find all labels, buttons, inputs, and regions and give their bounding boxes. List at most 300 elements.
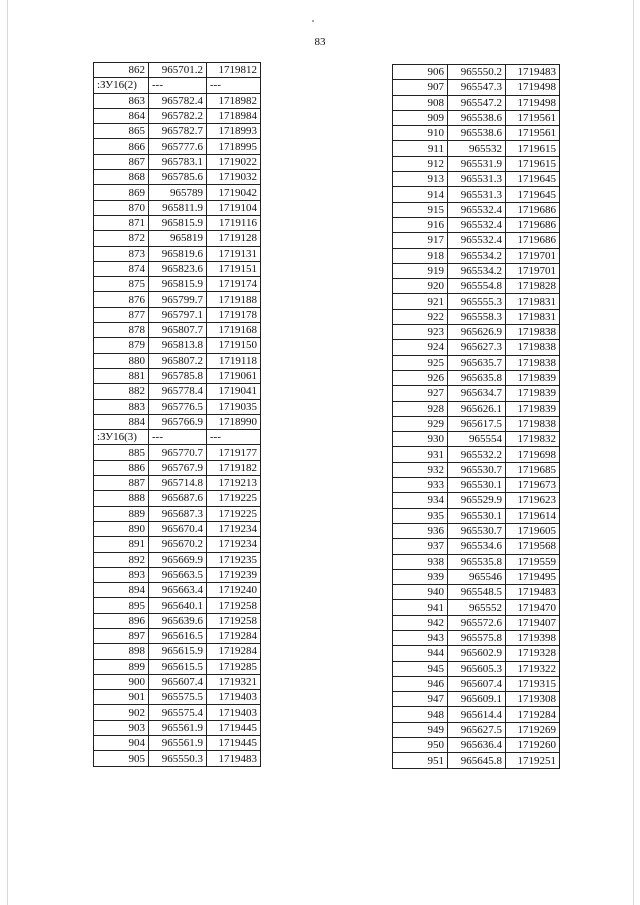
table-row	[94, 261, 261, 276]
y-coordinate-cell: 1719022	[207, 154, 261, 169]
point-number-cell: 943	[393, 630, 448, 645]
table-row	[94, 430, 261, 445]
y-coordinate-cell: 1718984	[207, 108, 261, 123]
point-number-cell: 867	[94, 154, 149, 169]
point-number-cell: 880	[94, 353, 149, 368]
x-coordinate-cell: 965602.9	[448, 646, 506, 661]
x-coordinate-cell: 965531.9	[448, 156, 506, 171]
table-row	[94, 185, 261, 200]
table-row	[393, 569, 560, 584]
point-number-cell: 950	[393, 738, 448, 753]
point-number-cell: 903	[94, 720, 149, 735]
table-row	[94, 659, 261, 674]
x-coordinate-cell: 965639.6	[149, 613, 207, 628]
point-number-cell: 951	[393, 753, 448, 768]
point-number-cell: 886	[94, 460, 149, 475]
x-coordinate-cell: 965530.1	[448, 478, 506, 493]
point-number-cell: 928	[393, 401, 448, 416]
table-row	[94, 720, 261, 735]
x-coordinate-cell: 965529.9	[448, 493, 506, 508]
x-coordinate-cell: 965789	[149, 185, 207, 200]
y-coordinate-cell: 1719561	[506, 126, 560, 141]
y-coordinate-cell: 1719839	[506, 386, 560, 401]
point-number-cell: 913	[393, 172, 448, 187]
y-coordinate-cell: 1719150	[207, 338, 261, 353]
x-coordinate-cell: 965561.9	[149, 720, 207, 735]
x-coordinate-cell: 965815.9	[149, 215, 207, 230]
x-coordinate-cell: 965617.5	[448, 416, 506, 431]
point-number-cell: 940	[393, 585, 448, 600]
table-row	[393, 416, 560, 431]
x-coordinate-cell: 965616.5	[149, 628, 207, 643]
table-row	[393, 493, 560, 508]
x-coordinate-cell: ---	[149, 78, 207, 93]
point-number-cell: 915	[393, 202, 448, 217]
x-coordinate-cell: 965554.8	[448, 279, 506, 294]
point-number-cell: 873	[94, 246, 149, 261]
x-coordinate-cell: 965558.3	[448, 309, 506, 324]
point-number-cell: 866	[94, 139, 149, 154]
y-coordinate-cell: 1719035	[207, 399, 261, 414]
point-number-cell: 912	[393, 156, 448, 171]
table-row	[94, 644, 261, 659]
x-coordinate-cell: 965530.1	[448, 508, 506, 523]
table-row	[94, 460, 261, 475]
point-number-cell: 916	[393, 217, 448, 232]
table-row	[393, 753, 560, 768]
x-coordinate-cell: 965546	[448, 569, 506, 584]
x-coordinate-cell: 965547.2	[448, 95, 506, 110]
x-coordinate-cell: 965531.3	[448, 172, 506, 187]
point-number-cell: 917	[393, 233, 448, 248]
point-number-cell: 905	[94, 751, 149, 766]
x-coordinate-cell: 965575.8	[448, 630, 506, 645]
table-row	[94, 124, 261, 139]
x-coordinate-cell: 965670.4	[149, 521, 207, 536]
y-coordinate-cell: 1719168	[207, 323, 261, 338]
table-row	[393, 478, 560, 493]
x-coordinate-cell: 965534.6	[448, 539, 506, 554]
x-coordinate-cell: 965615.5	[149, 659, 207, 674]
y-coordinate-cell: 1719445	[207, 736, 261, 751]
y-coordinate-cell: 1719407	[506, 615, 560, 630]
x-coordinate-cell: 965607.4	[149, 674, 207, 689]
point-number-cell: 891	[94, 537, 149, 552]
y-coordinate-cell: 1719322	[506, 661, 560, 676]
x-coordinate-cell: 965645.8	[448, 753, 506, 768]
x-coordinate-cell: 965663.5	[149, 567, 207, 582]
y-coordinate-cell: 1719561	[506, 110, 560, 125]
table-row	[393, 707, 560, 722]
table-row	[94, 628, 261, 643]
x-coordinate-cell: 965813.8	[149, 338, 207, 353]
y-coordinate-cell: 1719403	[207, 705, 261, 720]
y-coordinate-cell: 1719470	[506, 600, 560, 615]
x-coordinate-cell: 965538.6	[448, 110, 506, 125]
x-coordinate-cell: 965785.6	[149, 170, 207, 185]
point-number-cell: 919	[393, 263, 448, 278]
y-coordinate-cell: 1719831	[506, 309, 560, 324]
point-number-cell: 869	[94, 185, 149, 200]
x-coordinate-cell: 965607.4	[448, 676, 506, 691]
point-number-cell: 879	[94, 338, 149, 353]
x-coordinate-cell: 965777.6	[149, 139, 207, 154]
y-coordinate-cell: 1719398	[506, 630, 560, 645]
scan-edge-right	[633, 0, 634, 905]
x-coordinate-cell: 965783.1	[149, 154, 207, 169]
table-row	[94, 368, 261, 383]
y-coordinate-cell: 1719174	[207, 277, 261, 292]
table-row	[393, 523, 560, 538]
table-row	[94, 399, 261, 414]
y-coordinate-cell: 1719258	[207, 598, 261, 613]
y-coordinate-cell: 1719495	[506, 569, 560, 584]
table-row	[393, 355, 560, 370]
y-coordinate-cell: 1719645	[506, 172, 560, 187]
x-coordinate-cell: 965531.3	[448, 187, 506, 202]
point-number-cell: 920	[393, 279, 448, 294]
y-coordinate-cell: 1719673	[506, 478, 560, 493]
point-number-cell: 936	[393, 523, 448, 538]
point-number-cell: 876	[94, 292, 149, 307]
y-coordinate-cell: 1719838	[506, 340, 560, 355]
x-coordinate-cell: 965550.3	[149, 751, 207, 766]
point-number-cell: 878	[94, 323, 149, 338]
table-row	[94, 353, 261, 368]
point-number-cell: 944	[393, 646, 448, 661]
point-number-cell: :ЗУ16(3)	[94, 430, 149, 445]
table-row	[393, 554, 560, 569]
y-coordinate-cell: 1719234	[207, 537, 261, 552]
table-row	[94, 63, 261, 78]
table-row	[393, 738, 560, 753]
y-coordinate-cell: 1719177	[207, 445, 261, 460]
table-row	[393, 141, 560, 156]
y-coordinate-cell: 1719605	[506, 523, 560, 538]
y-coordinate-cell: 1719041	[207, 384, 261, 399]
x-coordinate-cell: 965532	[448, 141, 506, 156]
x-coordinate-cell: 965575.5	[149, 690, 207, 705]
x-coordinate-cell: 965785.8	[149, 368, 207, 383]
y-coordinate-cell: 1719838	[506, 416, 560, 431]
x-coordinate-cell: 965714.8	[149, 476, 207, 491]
x-coordinate-cell: 965532.4	[448, 233, 506, 248]
x-coordinate-cell: 965670.2	[149, 537, 207, 552]
scan-speck	[312, 20, 314, 22]
table-row	[393, 65, 560, 80]
y-coordinate-cell: 1719812	[207, 63, 261, 78]
point-number-cell: 863	[94, 93, 149, 108]
y-coordinate-cell: 1719839	[506, 401, 560, 416]
x-coordinate-cell: 965701.2	[149, 63, 207, 78]
x-coordinate-cell: 965547.3	[448, 80, 506, 95]
point-number-cell: 914	[393, 187, 448, 202]
point-number-cell: 872	[94, 231, 149, 246]
x-coordinate-cell: 965819	[149, 231, 207, 246]
x-coordinate-cell: 965605.3	[448, 661, 506, 676]
table-row	[393, 248, 560, 263]
y-coordinate-cell: 1719483	[506, 65, 560, 80]
x-coordinate-cell: 965534.2	[448, 263, 506, 278]
point-number-cell: 898	[94, 644, 149, 659]
x-coordinate-cell: 965811.9	[149, 200, 207, 215]
point-number-cell: 865	[94, 124, 149, 139]
point-number-cell: 925	[393, 355, 448, 370]
y-coordinate-cell: 1719483	[207, 751, 261, 766]
table-row	[393, 217, 560, 232]
x-coordinate-cell: 965669.9	[149, 552, 207, 567]
point-number-cell: 904	[94, 736, 149, 751]
y-coordinate-cell: 1719182	[207, 460, 261, 475]
table-row	[94, 139, 261, 154]
table-row	[393, 340, 560, 355]
table-row	[94, 78, 261, 93]
table-row	[393, 722, 560, 737]
table-row	[94, 200, 261, 215]
table-row	[94, 231, 261, 246]
y-coordinate-cell: 1719685	[506, 462, 560, 477]
point-number-cell: 902	[94, 705, 149, 720]
table-row	[393, 676, 560, 691]
y-coordinate-cell: 1719118	[207, 353, 261, 368]
point-number-cell: 864	[94, 108, 149, 123]
table-row	[94, 108, 261, 123]
point-number-cell: 946	[393, 676, 448, 691]
x-coordinate-cell: 965807.7	[149, 323, 207, 338]
table-row	[94, 215, 261, 230]
x-coordinate-cell: 965530.7	[448, 462, 506, 477]
y-coordinate-cell: 1719698	[506, 447, 560, 462]
point-number-cell: 890	[94, 521, 149, 536]
point-number-cell: 945	[393, 661, 448, 676]
x-coordinate-cell: 965687.3	[149, 506, 207, 521]
table-row	[393, 187, 560, 202]
y-coordinate-cell: 1718993	[207, 124, 261, 139]
y-coordinate-cell: 1719832	[506, 432, 560, 447]
x-coordinate-cell: 965634.7	[448, 386, 506, 401]
y-coordinate-cell: 1719128	[207, 231, 261, 246]
point-number-cell: 918	[393, 248, 448, 263]
x-coordinate-cell: 965776.5	[149, 399, 207, 414]
y-coordinate-cell: 1719445	[207, 720, 261, 735]
x-coordinate-cell: 965532.2	[448, 447, 506, 462]
table-row	[393, 233, 560, 248]
y-coordinate-cell: 1719284	[207, 644, 261, 659]
x-coordinate-cell: 965548.5	[448, 585, 506, 600]
y-coordinate-cell: 1719042	[207, 185, 261, 200]
point-number-cell: 896	[94, 613, 149, 628]
table-row	[94, 583, 261, 598]
table-row	[393, 401, 560, 416]
x-coordinate-cell: 965555.3	[448, 294, 506, 309]
y-coordinate-cell: 1719061	[207, 368, 261, 383]
point-number-cell: 874	[94, 261, 149, 276]
table-row	[393, 432, 560, 447]
y-coordinate-cell: 1719151	[207, 261, 261, 276]
y-coordinate-cell: 1719686	[506, 233, 560, 248]
point-number-cell: 895	[94, 598, 149, 613]
y-coordinate-cell: 1718982	[207, 93, 261, 108]
y-coordinate-cell: 1719838	[506, 325, 560, 340]
y-coordinate-cell: 1719568	[506, 539, 560, 554]
point-number-cell: 931	[393, 447, 448, 462]
table-row	[94, 445, 261, 460]
table-row	[393, 615, 560, 630]
table-row	[393, 585, 560, 600]
y-coordinate-cell: 1719285	[207, 659, 261, 674]
coordinates-table-left	[93, 62, 261, 767]
y-coordinate-cell: 1719131	[207, 246, 261, 261]
y-coordinate-cell: 1719235	[207, 552, 261, 567]
x-coordinate-cell: ---	[149, 430, 207, 445]
point-number-cell: 888	[94, 491, 149, 506]
y-coordinate-cell: 1719234	[207, 521, 261, 536]
table-row	[393, 646, 560, 661]
x-coordinate-cell: 965609.1	[448, 692, 506, 707]
y-coordinate-cell: 1719615	[506, 156, 560, 171]
point-number-cell: 922	[393, 309, 448, 324]
y-coordinate-cell: 1719321	[207, 674, 261, 689]
y-coordinate-cell: 1719498	[506, 95, 560, 110]
x-coordinate-cell: 965615.9	[149, 644, 207, 659]
x-coordinate-cell: 965797.1	[149, 307, 207, 322]
table-row	[393, 263, 560, 278]
x-coordinate-cell: 965538.6	[448, 126, 506, 141]
y-coordinate-cell: 1719240	[207, 583, 261, 598]
point-number-cell: 862	[94, 63, 149, 78]
table-row	[94, 384, 261, 399]
x-coordinate-cell: 965535.8	[448, 554, 506, 569]
y-coordinate-cell: ---	[207, 78, 261, 93]
table-row	[94, 598, 261, 613]
x-coordinate-cell: 965815.9	[149, 277, 207, 292]
point-number-cell: 924	[393, 340, 448, 355]
x-coordinate-cell: 965554	[448, 432, 506, 447]
x-coordinate-cell: 965799.7	[149, 292, 207, 307]
point-number-cell: 883	[94, 399, 149, 414]
table-row	[393, 126, 560, 141]
table-row	[94, 292, 261, 307]
point-number-cell: 889	[94, 506, 149, 521]
y-coordinate-cell: 1719284	[207, 628, 261, 643]
table-row	[94, 674, 261, 689]
x-coordinate-cell: 965530.7	[448, 523, 506, 538]
table-row	[393, 156, 560, 171]
point-number-cell: 949	[393, 722, 448, 737]
x-coordinate-cell: 965770.7	[149, 445, 207, 460]
x-coordinate-cell: 965767.9	[149, 460, 207, 475]
table-row	[393, 692, 560, 707]
y-coordinate-cell: 1719615	[506, 141, 560, 156]
point-number-cell: 901	[94, 690, 149, 705]
table-row	[94, 736, 261, 751]
point-number-cell: 937	[393, 539, 448, 554]
table-row	[393, 325, 560, 340]
point-number-cell: 893	[94, 567, 149, 582]
y-coordinate-cell: 1719284	[506, 707, 560, 722]
point-number-cell: 871	[94, 215, 149, 230]
y-coordinate-cell: 1719225	[207, 506, 261, 521]
coordinates-table-right	[392, 64, 560, 769]
y-coordinate-cell: 1719188	[207, 292, 261, 307]
y-coordinate-cell: 1719686	[506, 202, 560, 217]
table-row	[94, 567, 261, 582]
point-number-cell: 948	[393, 707, 448, 722]
y-coordinate-cell: 1719831	[506, 294, 560, 309]
x-coordinate-cell: 965823.6	[149, 261, 207, 276]
point-number-cell: 897	[94, 628, 149, 643]
point-number-cell: 929	[393, 416, 448, 431]
y-coordinate-cell: 1718995	[207, 139, 261, 154]
y-coordinate-cell: 1719032	[207, 170, 261, 185]
x-coordinate-cell: 965572.6	[448, 615, 506, 630]
table-row	[393, 172, 560, 187]
y-coordinate-cell: 1719645	[506, 187, 560, 202]
y-coordinate-cell: 1719686	[506, 217, 560, 232]
y-coordinate-cell: 1719225	[207, 491, 261, 506]
table-row	[393, 370, 560, 385]
point-number-cell: 877	[94, 307, 149, 322]
table-row	[393, 279, 560, 294]
x-coordinate-cell: 965561.9	[149, 736, 207, 751]
x-coordinate-cell: 965627.5	[448, 722, 506, 737]
point-number-cell: 887	[94, 476, 149, 491]
table-row	[94, 613, 261, 628]
point-number-cell: 933	[393, 478, 448, 493]
table-row	[393, 508, 560, 523]
x-coordinate-cell: 965782.4	[149, 93, 207, 108]
table-row	[94, 277, 261, 292]
table-row	[94, 338, 261, 353]
y-coordinate-cell: 1719614	[506, 508, 560, 523]
x-coordinate-cell: 965575.4	[149, 705, 207, 720]
table-row	[393, 661, 560, 676]
y-coordinate-cell: 1719178	[207, 307, 261, 322]
point-number-cell: 926	[393, 370, 448, 385]
point-number-cell: 935	[393, 508, 448, 523]
point-number-cell: 911	[393, 141, 448, 156]
point-number-cell: 938	[393, 554, 448, 569]
y-coordinate-cell: 1719403	[207, 690, 261, 705]
point-number-cell: 939	[393, 569, 448, 584]
x-coordinate-cell: 965552	[448, 600, 506, 615]
table-row	[393, 447, 560, 462]
y-coordinate-cell: 1719838	[506, 355, 560, 370]
point-number-cell: :ЗУ16(2)	[94, 78, 149, 93]
point-number-cell: 927	[393, 386, 448, 401]
point-number-cell: 921	[393, 294, 448, 309]
x-coordinate-cell: 965550.2	[448, 65, 506, 80]
table-row	[94, 323, 261, 338]
x-coordinate-cell: 965532.4	[448, 202, 506, 217]
table-row	[94, 491, 261, 506]
y-coordinate-cell: 1719839	[506, 370, 560, 385]
x-coordinate-cell: 965626.1	[448, 401, 506, 416]
x-coordinate-cell: 965782.2	[149, 108, 207, 123]
table-row	[94, 170, 261, 185]
point-number-cell: 909	[393, 110, 448, 125]
point-number-cell: 881	[94, 368, 149, 383]
y-coordinate-cell: 1719104	[207, 200, 261, 215]
x-coordinate-cell: 965636.4	[448, 738, 506, 753]
table-row	[393, 539, 560, 554]
y-coordinate-cell: 1719328	[506, 646, 560, 661]
x-coordinate-cell: 965778.4	[149, 384, 207, 399]
table-row	[94, 246, 261, 261]
y-coordinate-cell: 1718990	[207, 414, 261, 429]
table-row	[393, 95, 560, 110]
y-coordinate-cell: 1719258	[207, 613, 261, 628]
